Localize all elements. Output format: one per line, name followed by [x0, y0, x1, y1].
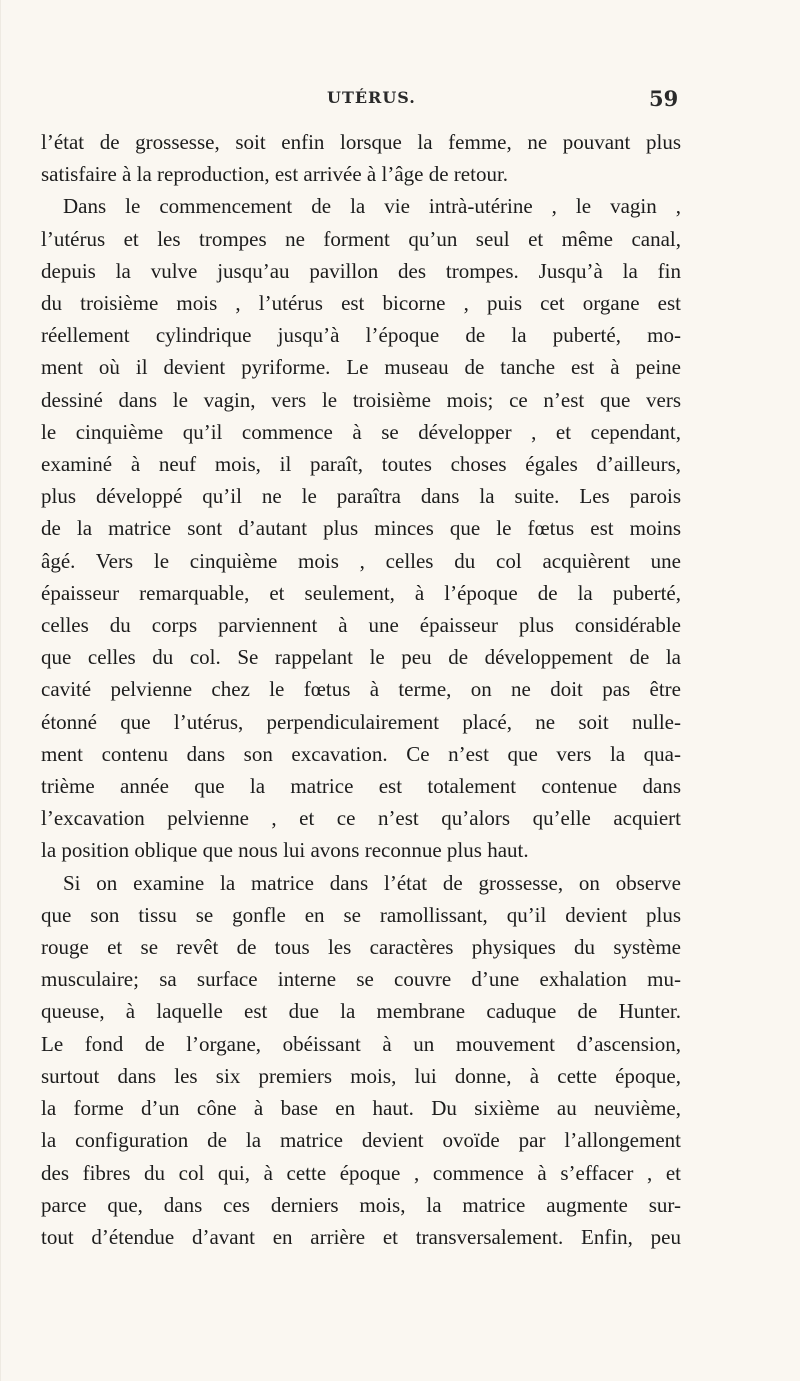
text-line: ment où il devient pyriforme. Le museau de tanche est à peine — [41, 355, 681, 380]
text-line: l’état de grossesse, soit enfin lorsque la femme, ne pouvant plus — [41, 130, 681, 154]
page-number: 59 — [649, 86, 679, 111]
text-line: parce que, dans ces derniers mois, la matrice augmente sur- — [41, 1192, 681, 1217]
text-line: de la matrice sont d’autant plus minces que le fœtus est moins — [41, 516, 681, 541]
text-line: trième année que la matrice est totalement contenue dans — [41, 774, 681, 799]
text-line: plus développé qu’il ne le paraîtra dans la suite. Les parois — [41, 484, 681, 509]
text-line: examiné à neuf mois, il paraît, toutes choses égales d’ailleurs, — [41, 452, 681, 477]
text-line: rouge et se revêt de tous les caractères physiques du système — [41, 935, 681, 960]
text-line: étonné que l’utérus, perpendiculairement placé, ne soit nulle- — [41, 709, 681, 734]
text-line: queuse, à laquelle est due la membrane caduque de Hunter. — [41, 999, 681, 1024]
text-line: Le fond de l’organe, obéissant à un mouvement d’ascension, — [41, 1031, 681, 1056]
text-line: que son tissu se gonfle en se ramollissant, qu’il devient plus — [41, 902, 681, 927]
text-line: l’utérus et les trompes ne forment qu’un seul et même canal, — [41, 226, 681, 251]
text-line: que celles du col. Se rappelant le peu de développement de la — [41, 645, 681, 670]
text-line: surtout dans les six premiers mois, lui donne, à cette époque, — [41, 1063, 681, 1088]
text-line: dessiné dans le vagin, vers le troisième mois; ce n’est que vers — [41, 387, 681, 412]
text-line: celles du corps parviennent à une épaisseur plus considérable — [41, 613, 681, 638]
text-line: musculaire; sa surface interne se couvre d’une exhalation mu- — [41, 967, 681, 992]
body-text — [41, 126, 681, 1253]
text-line: la configuration de la matrice devient ovoïde par l’allongement — [41, 1128, 681, 1153]
text-line: cavité pelvienne chez le fœtus à terme, on ne doit pas être — [41, 677, 681, 702]
text-line: du troisième mois , l’utérus est bicorne , puis cet organe est — [41, 291, 681, 316]
text-line: Si on examine la matrice dans l’état de grossesse, on observe — [63, 870, 681, 895]
text-line: épaisseur remarquable, et seulement, à l’époque de la puberté, — [41, 580, 681, 605]
text-line: depuis la vulve jusqu’au pavillon des trompes. Jusqu’à la fin — [41, 258, 681, 283]
text-line: la forme d’un cône à base en haut. Du sixième au neuvième, — [41, 1096, 681, 1121]
text-line: le cinquième qu’il commence à se développer , et cependant, — [41, 419, 681, 444]
text-line: réellement cylindrique jusqu’à l’époque de la puberté, mo- — [41, 323, 681, 348]
text-line: tout d’étendue d’avant en arrière et transversalement. Enfin, peu — [41, 1224, 681, 1249]
text-line: la position oblique que nous lui avons reconnue plus haut. — [41, 838, 529, 863]
text-line: satisfaire à la reproduction, est arrivée à l’âge de retour. — [41, 162, 509, 187]
text-line: âgé. Vers le cinquième mois , celles du col acquièrent une — [41, 548, 681, 573]
running-title: UTÉRUS. — [327, 88, 416, 107]
text-line: l’excavation pelvienne , et ce n’est qu’alors qu’elle acquiert — [41, 806, 681, 831]
text-line: ment contenu dans son excavation. Ce n’est que vers la qua- — [41, 741, 681, 766]
text-line: des fibres du col qui, à cette époque , commence à s’effacer , et — [41, 1160, 681, 1185]
text-line: Dans le commencement de la vie intrà-utérine , le vagin , — [63, 194, 681, 219]
